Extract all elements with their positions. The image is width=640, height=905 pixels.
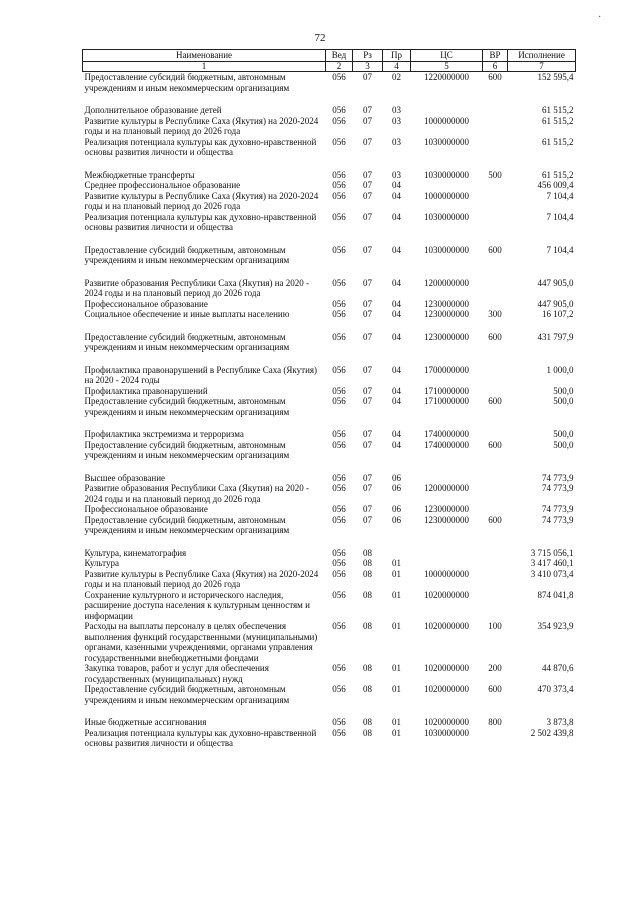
row-spacer-cell xyxy=(83,353,576,365)
row-vr xyxy=(483,483,508,504)
row-name: Предоставление субсидий бюджетным, автономным учреждениям и иным некоммерческим организациям xyxy=(84,684,290,705)
row-name: Профилактика правонарушений xyxy=(84,385,208,396)
table-row xyxy=(83,590,576,622)
row-ved: 056 xyxy=(332,72,346,82)
header-ved: Вед xyxy=(326,50,353,62)
header-number: 6 xyxy=(483,62,508,72)
table-row xyxy=(83,396,576,417)
row-rz: 07 xyxy=(363,514,372,525)
row-cs: 1230000000 xyxy=(424,514,469,525)
row-spacer-cell xyxy=(83,233,576,245)
row-cs xyxy=(411,180,483,191)
row-name: Реализация потенциала культуры как духовно-нравственной основы развития личности и общества xyxy=(84,136,317,157)
row-cs: 1030000000 xyxy=(424,136,469,147)
row-ved: 056 xyxy=(332,169,346,180)
row-vr xyxy=(483,116,508,137)
row-cs: 1000000000 xyxy=(424,568,469,579)
row-pr: 04 xyxy=(392,364,401,375)
row-pr: 04 xyxy=(392,396,401,406)
table-row xyxy=(83,515,576,536)
row-rz: 08 xyxy=(363,684,372,694)
table-row xyxy=(83,504,576,515)
table-row xyxy=(83,684,576,705)
row-pr: 03 xyxy=(392,169,401,180)
row-ved: 056 xyxy=(332,472,346,483)
row-ved: 056 xyxy=(332,244,346,255)
row-name: Расходы на выплаты персоналу в целях обеспечения выполнения функций государственными (муниципальными) органами, казенными учреждениями, органами управления государственными внебюджетными фондами xyxy=(84,621,318,663)
row-cs xyxy=(411,548,483,559)
row-name: Закупка товаров, работ и услуг для обеспечения государственных (муниципальных) нужд xyxy=(84,663,269,684)
row-name: Развитие культуры в Республике Саха (Якутия) на 2020-2024 годы и на плановый период до 2026 года xyxy=(84,115,319,136)
table-row xyxy=(83,116,576,137)
row-cs: 1700000000 xyxy=(424,364,469,375)
row-name: Культура, кинематография xyxy=(84,547,187,558)
row-spacer xyxy=(83,353,576,365)
table-row xyxy=(83,728,576,749)
row-sum: 431 797,9 xyxy=(537,331,574,342)
table-row xyxy=(83,558,576,569)
row-vr: 600 xyxy=(488,439,502,450)
row-cs: 1030000000 xyxy=(424,727,469,738)
row-ved: 056 xyxy=(332,298,346,309)
row-pr: 03 xyxy=(392,136,401,147)
row-sum: 456 009,4 xyxy=(537,180,574,190)
row-sum: 3 410 073,4 xyxy=(530,568,574,579)
row-pr: 06 xyxy=(392,483,401,493)
row-name: Социальное обеспечение и иные выплаты населению xyxy=(84,309,290,319)
row-vr: 100 xyxy=(488,621,502,631)
row-pr: 01 xyxy=(392,558,401,568)
table-row xyxy=(83,386,576,397)
row-name: Развитие образования Республики Саха (Якутия) на 2020 - 2024 годы и на плановый период до 2026 года xyxy=(84,483,310,504)
row-spacer xyxy=(83,158,576,170)
row-cs: 1230000000 xyxy=(424,331,469,342)
row-pr: 04 xyxy=(392,180,401,190)
header-number: 1 xyxy=(83,62,326,72)
budget-table xyxy=(82,49,576,749)
row-spacer xyxy=(83,266,576,278)
row-vr: 500 xyxy=(488,169,502,180)
row-sum: 74 773,9 xyxy=(542,514,574,525)
table-row xyxy=(83,365,576,386)
row-vr xyxy=(483,728,508,749)
row-sum: 7 104,4 xyxy=(546,244,574,255)
row-cs: 1020000000 xyxy=(424,589,469,600)
row-sum: 16 107,2 xyxy=(542,309,574,319)
row-sum: 152 595,4 xyxy=(537,72,574,82)
row-spacer xyxy=(83,461,576,473)
row-ved: 056 xyxy=(332,364,346,375)
row-ved: 056 xyxy=(332,621,346,631)
row-sum: 3 417 460,1 xyxy=(530,558,574,568)
row-name: Реализация потенциала культуры как духовно-нравственной основы развития личности и общества xyxy=(84,211,317,232)
row-name: Среднее профессиональное образование xyxy=(84,180,241,190)
row-spacer xyxy=(83,320,576,332)
row-rz: 07 xyxy=(363,115,372,126)
row-vr: 600 xyxy=(488,244,502,255)
row-cs xyxy=(411,105,483,116)
header-number-row xyxy=(83,62,576,72)
row-rz: 07 xyxy=(363,472,372,483)
row-name: Предоставление субсидий бюджетным, автономным учреждениям и иным некоммерческим организациям xyxy=(84,72,290,93)
row-cs: 1230000000 xyxy=(424,298,469,309)
header-rz: Рз xyxy=(353,50,383,62)
row-sum: 61 515,2 xyxy=(542,169,574,180)
row-cs: 1200000000 xyxy=(424,277,469,288)
row-spacer-cell xyxy=(83,536,576,548)
row-pr xyxy=(383,548,411,559)
row-cs: 1230000000 xyxy=(424,309,469,319)
row-vr: 300 xyxy=(488,309,502,319)
row-name: Профессиональное образование xyxy=(84,504,208,514)
row-spacer xyxy=(83,417,576,429)
row-cs: 1000000000 xyxy=(424,190,469,201)
table-row xyxy=(83,72,576,94)
table-row xyxy=(83,473,576,484)
row-pr: 03 xyxy=(392,115,401,126)
row-rz: 07 xyxy=(363,309,372,319)
row-rz: 08 xyxy=(363,717,372,727)
row-pr: 04 xyxy=(392,244,401,255)
row-pr: 01 xyxy=(392,568,401,579)
row-sum: 2 502 439,8 xyxy=(530,727,574,738)
row-cs: 1020000000 xyxy=(424,717,469,727)
row-ved: 056 xyxy=(332,385,346,396)
row-cs: 1710000000 xyxy=(424,396,469,406)
header-number: 7 xyxy=(508,62,576,72)
row-name: Высшее образование xyxy=(84,472,166,483)
row-vr xyxy=(483,504,508,515)
header-pr: Пр xyxy=(383,50,411,62)
row-vr: 800 xyxy=(488,717,502,727)
table-row xyxy=(83,569,576,590)
row-rz: 08 xyxy=(363,568,372,579)
row-ved: 056 xyxy=(332,558,346,568)
row-cs: 1020000000 xyxy=(424,663,469,673)
row-vr xyxy=(483,548,508,559)
row-ved: 056 xyxy=(332,115,346,126)
row-ved: 056 xyxy=(332,717,346,727)
row-ved: 056 xyxy=(332,211,346,222)
table-row xyxy=(83,278,576,299)
row-pr: 06 xyxy=(392,514,401,525)
row-spacer-cell xyxy=(83,93,576,105)
row-pr: 01 xyxy=(392,663,401,673)
row-sum: 500,0 xyxy=(553,439,574,450)
header-sum: Исполнение xyxy=(508,50,576,62)
row-sum: 500,0 xyxy=(553,385,574,396)
row-pr: 01 xyxy=(392,621,401,631)
table-row xyxy=(83,663,576,684)
row-rz: 08 xyxy=(363,621,372,631)
row-cs xyxy=(411,558,483,569)
row-sum: 74 773,9 xyxy=(542,472,574,483)
row-rz: 07 xyxy=(363,190,372,201)
table-row xyxy=(83,309,576,320)
row-cs: 1200000000 xyxy=(424,483,469,493)
row-cs: 1710000000 xyxy=(424,385,469,396)
row-rz: 07 xyxy=(363,277,372,288)
row-vr: 600 xyxy=(488,514,502,525)
row-ved: 056 xyxy=(332,105,346,115)
header-number: 3 xyxy=(353,62,383,72)
row-cs: 1030000000 xyxy=(424,244,469,255)
row-sum: 500,0 xyxy=(553,429,574,439)
row-ved: 056 xyxy=(332,136,346,147)
row-spacer xyxy=(83,705,576,717)
row-rz: 08 xyxy=(363,589,372,600)
row-spacer-cell xyxy=(83,158,576,170)
row-name: Культура xyxy=(84,558,119,568)
row-name: Развитие образования Республики Саха (Якутия) на 2020 - 2024 годы и на плановый период до 2026 года xyxy=(84,277,310,298)
row-spacer-cell xyxy=(83,417,576,429)
table-row xyxy=(83,621,576,663)
table-row xyxy=(83,332,576,353)
header-cs: ЦС xyxy=(411,50,483,62)
row-rz: 07 xyxy=(363,211,372,222)
row-name: Межбюджетные трансферты xyxy=(84,169,195,180)
row-ved: 056 xyxy=(332,190,346,201)
row-vr xyxy=(483,212,508,233)
row-pr: 01 xyxy=(392,589,401,600)
row-cs: 1020000000 xyxy=(424,684,469,694)
row-rz: 07 xyxy=(363,298,372,309)
row-rz: 08 xyxy=(363,558,372,568)
table-row xyxy=(83,105,576,116)
row-pr: 04 xyxy=(392,331,401,342)
row-rz: 07 xyxy=(363,136,372,147)
row-name: Профилактика правонарушений в Республике Саха (Якутия) на 2020 - 2024 годы xyxy=(84,364,318,385)
row-sum: 3 715 056,1 xyxy=(530,547,574,558)
row-vr xyxy=(483,105,508,116)
row-pr: 01 xyxy=(392,717,401,727)
row-rz: 07 xyxy=(363,244,372,255)
row-spacer-cell xyxy=(83,266,576,278)
table-row xyxy=(83,548,576,559)
table-row xyxy=(83,212,576,233)
row-vr xyxy=(483,180,508,191)
table-row xyxy=(83,245,576,266)
row-vr xyxy=(483,278,508,299)
row-cs: 1030000000 xyxy=(424,169,469,180)
row-pr: 04 xyxy=(392,385,401,396)
row-name: Профессиональное образование xyxy=(84,298,208,309)
row-spacer xyxy=(83,233,576,245)
row-ved: 056 xyxy=(332,277,346,288)
row-vr xyxy=(483,429,508,440)
row-cs: 1740000000 xyxy=(424,429,469,439)
row-sum: 61 515,2 xyxy=(542,105,574,115)
row-pr: 01 xyxy=(392,727,401,738)
row-sum: 470 373,4 xyxy=(537,684,574,694)
row-name: Предоставление субсидий бюджетным, автономным учреждениям и иным некоммерческим организациям xyxy=(84,439,290,460)
row-pr: 04 xyxy=(392,439,401,450)
row-pr: 04 xyxy=(392,190,401,201)
row-ved: 056 xyxy=(332,180,346,190)
row-ved: 056 xyxy=(332,309,346,319)
row-ved: 056 xyxy=(332,504,346,514)
row-vr xyxy=(483,558,508,569)
row-name: Развитие культуры в Республике Саха (Якутия) на 2020-2024 годы и на плановый период до 2026 года xyxy=(84,190,319,211)
row-rz: 07 xyxy=(363,504,372,514)
header-name: Наименование xyxy=(83,50,326,62)
row-cs: 1740000000 xyxy=(424,439,469,450)
table-row xyxy=(83,299,576,310)
header-number: 4 xyxy=(383,62,411,72)
row-pr: 04 xyxy=(392,429,401,439)
row-sum: 500,0 xyxy=(553,396,574,406)
corner-mark: · xyxy=(598,12,602,23)
row-rz: 07 xyxy=(363,429,372,439)
header-vr: ВР xyxy=(483,50,508,62)
row-name: Предоставление субсидий бюджетным, автономным учреждениям и иным некоммерческим организациям xyxy=(84,514,290,535)
row-sum: 61 515,2 xyxy=(542,115,574,126)
row-rz: 07 xyxy=(363,396,372,406)
row-pr: 04 xyxy=(392,309,401,319)
row-cs: 1000000000 xyxy=(424,115,469,126)
row-name: Сохранение культурного и исторического наследия, расширение доступа населения к культурным ценностям и информации xyxy=(84,589,310,621)
row-ved: 056 xyxy=(332,568,346,579)
row-vr xyxy=(483,191,508,212)
row-ved: 056 xyxy=(332,589,346,600)
row-ved: 056 xyxy=(332,396,346,406)
row-name: Дополнительное образование детей xyxy=(84,105,222,115)
row-cs: 1030000000 xyxy=(424,211,469,222)
table-row xyxy=(83,170,576,181)
table-header xyxy=(83,50,576,72)
row-ved: 056 xyxy=(332,439,346,450)
row-vr: 200 xyxy=(488,663,502,673)
row-ved: 056 xyxy=(332,483,346,493)
row-rz: 08 xyxy=(363,547,372,558)
row-pr: 03 xyxy=(392,105,401,115)
row-spacer-cell xyxy=(83,461,576,473)
table-row xyxy=(83,483,576,504)
row-name: Профилактика экстремизма и терроризма xyxy=(84,429,244,439)
row-ved: 056 xyxy=(332,663,346,673)
row-cs: 1220000000 xyxy=(424,72,469,82)
row-pr: 04 xyxy=(392,298,401,309)
row-sum: 61 515,2 xyxy=(542,136,574,147)
row-ved: 056 xyxy=(332,331,346,342)
row-sum: 74 773,9 xyxy=(542,483,574,493)
row-sum: 447 905,0 xyxy=(537,298,574,309)
table-row xyxy=(83,440,576,461)
table-body xyxy=(83,72,576,749)
row-sum: 44 870,6 xyxy=(542,663,574,673)
row-rz: 07 xyxy=(363,385,372,396)
row-name: Предоставление субсидий бюджетным, автономным учреждениям и иным некоммерческим организациям xyxy=(84,396,290,417)
row-pr: 06 xyxy=(392,504,401,514)
row-sum: 874 041,8 xyxy=(537,589,574,600)
row-sum: 3 873,8 xyxy=(546,717,574,727)
row-vr xyxy=(483,365,508,386)
row-sum: 7 104,4 xyxy=(546,211,574,222)
table-row xyxy=(83,137,576,158)
row-pr: 02 xyxy=(392,72,401,82)
row-cs: 1020000000 xyxy=(424,621,469,631)
row-name: Иные бюджетные ассигнования xyxy=(84,717,207,727)
row-vr xyxy=(483,590,508,622)
row-spacer-cell xyxy=(83,705,576,717)
row-rz: 07 xyxy=(363,169,372,180)
row-pr: 01 xyxy=(392,684,401,694)
table-row xyxy=(83,717,576,728)
row-vr: 600 xyxy=(488,331,502,342)
row-vr xyxy=(483,569,508,590)
row-ved: 056 xyxy=(332,547,346,558)
row-spacer xyxy=(83,536,576,548)
row-rz: 07 xyxy=(363,180,372,190)
row-vr xyxy=(483,299,508,310)
row-ved: 056 xyxy=(332,514,346,525)
row-rz: 07 xyxy=(363,439,372,450)
row-name: Предоставление субсидий бюджетным, автономным учреждениям и иным некоммерческим организациям xyxy=(84,331,290,352)
row-rz: 08 xyxy=(363,663,372,673)
row-vr: 600 xyxy=(488,72,502,82)
row-pr: 04 xyxy=(392,277,401,288)
table-row xyxy=(83,180,576,191)
header-number: 2 xyxy=(326,62,353,72)
row-rz: 08 xyxy=(363,727,372,738)
row-name: Предоставление субсидий бюджетным, автономным учреждениям и иным некоммерческим организациям xyxy=(84,244,290,265)
row-ved: 056 xyxy=(332,727,346,738)
row-sum: 447 905,0 xyxy=(537,277,574,288)
row-pr: 06 xyxy=(392,472,401,483)
header-number: 5 xyxy=(411,62,483,72)
row-sum: 7 104,4 xyxy=(546,190,574,201)
row-rz: 07 xyxy=(363,105,372,115)
table-row xyxy=(83,191,576,212)
row-vr: 600 xyxy=(488,684,502,694)
row-name: Реализация потенциала культуры как духовно-нравственной основы развития личности и общества xyxy=(84,727,317,748)
table-row xyxy=(83,429,576,440)
row-cs: 1230000000 xyxy=(424,504,469,514)
row-sum: 354 923,9 xyxy=(537,621,574,631)
row-rz: 07 xyxy=(363,331,372,342)
row-rz: 07 xyxy=(363,72,372,82)
row-ved: 056 xyxy=(332,684,346,694)
row-ved: 056 xyxy=(332,429,346,439)
row-pr: 04 xyxy=(392,211,401,222)
page-number: 72 xyxy=(314,32,326,44)
row-vr xyxy=(483,473,508,484)
row-spacer-cell xyxy=(83,320,576,332)
row-spacer xyxy=(83,93,576,105)
row-rz: 07 xyxy=(363,483,372,493)
row-vr xyxy=(483,386,508,397)
row-sum: 74 773,9 xyxy=(542,504,574,514)
row-name: Развитие культуры в Республике Саха (Якутия) на 2020-2024 годы и на плановый период до 2026 года xyxy=(84,568,319,589)
row-sum: 1 000,0 xyxy=(546,364,574,375)
row-rz: 07 xyxy=(363,364,372,375)
row-vr xyxy=(483,137,508,158)
row-vr: 600 xyxy=(488,396,502,406)
row-cs xyxy=(411,473,483,484)
header-row xyxy=(83,50,576,62)
